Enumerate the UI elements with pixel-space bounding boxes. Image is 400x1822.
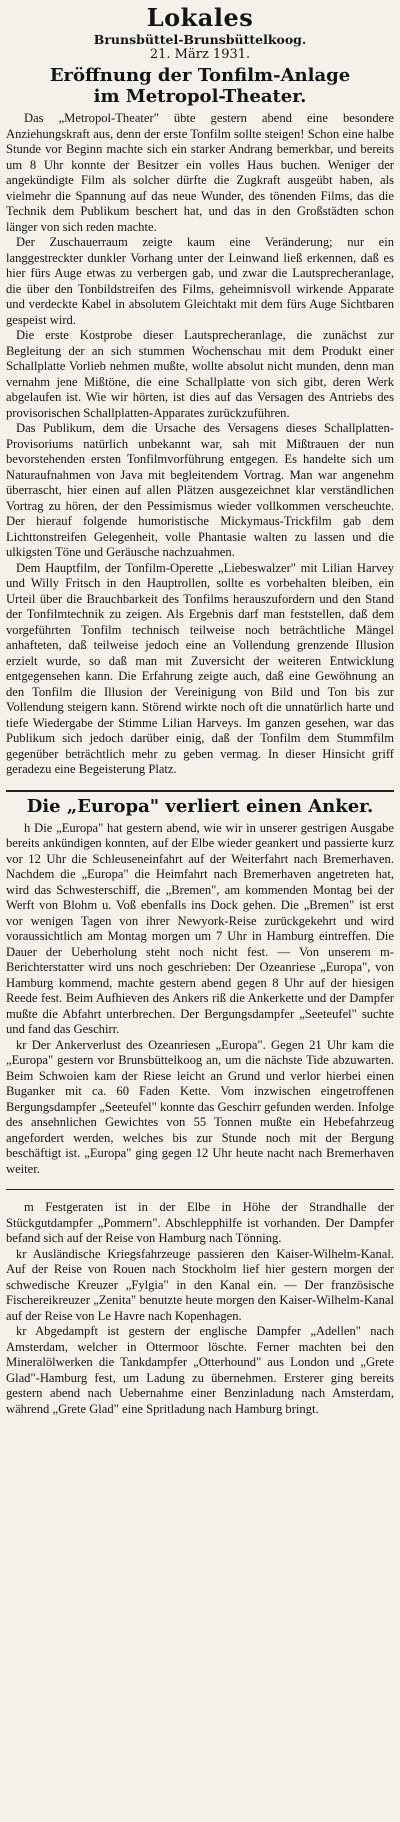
section-subtitle: Brunsbüttel-Brunsbüttelkoog. — [93, 32, 307, 47]
section-title: Lokales — [146, 3, 254, 32]
article2-headline: Die „Europa" verliert einen Anker. — [26, 795, 374, 817]
notices-body — [6, 1200, 394, 1417]
spacer — [6, 1177, 394, 1187]
article1-paragraph: Der Zuschauerraum zeigte kaum eine Veränderung; nur ein langgestreckter dunkler Vorhang unter der Leinwand ließ erkennen, daß es hier fürs Auge etwas zu verbergen gab, und zwar die Lautsprecheranlage, die über den Tonbildstreifen des Films, geheimnisvoll wirkende Apparate und verdeckte Kabel in absolutem Gleichtakt mit dem fürs Auge Sichtbaren gespeist wird. — [6, 235, 394, 327]
article2-body — [6, 821, 394, 1178]
article1-paragraph: Die erste Kostprobe dieser Lautsprecheranlage, die zunächst zur Begleitung der an sich stummen Wochenschau mit dem Produkt einer Schallplatte Vorlieb nehmen mußte, wollte absolut nicht munden, denn man vernahm jene Mißtöne, die eine Schallplatte von sich gibt, deren Werk abgelaufen ist. Wie wir hörten, ist dies auf das Versagen des Antriebs des provisorischen Schallplatten-Apparates zurückzuführen. — [6, 328, 394, 420]
article1-paragraph: Dem Hauptfilm, der Tonfilm-Operette „Liebeswalzer" mit Lilian Harvey und Willy Fritsch in den Hauptrollen, sollte es vorbehalten bleiben, ein Urteil über die Brauchbarkeit des Tonfilms herauszufordern und den Stand der Tonfilmtechnik zu zeigen. Als Ergebnis darf man feststellen, daß dem vorgeführten Tonfilm technisch teilweise noch beträchtliche Mängel anhafteten, daß teilweise jedoch eine an Vollendung grenzende Illusion erzielt wurde, so daß man mit Zuversicht der weiteren Entwicklung entgegensehen kann. Die Erfahrung zeigte auch, daß eine Gewöhnung an den Tonfilm die Illusion der Vereinigung von Bild und Ton bis zur Vollendung steigern kann. Störend wirkte noch oft die unnatürlich harte und tiefe Wiedergabe der Stimme Lilian Harveys. Im ganzen gesehen, war das Publikum sich jedoch darüber einig, daß der Tonfilm dem Stummfilm gegenüber beträchtlich mehr zu geben vermag. In dieser Hinsicht griff geradezu eine Begeisterung Platz. — [6, 560, 394, 776]
article2-paragraph: h Die „Europa" hat gestern abend, wie wir in unserer gestrigen Ausgabe bereits ankündigen konnten, auf der Elbe wieder geankert und passierte kurz vor 12 Uhr die Schleuseneinfahrt auf der Weiterfahrt nach Bremerhaven. Nachdem die „Europa" die Heimfahrt nach Bremerhaven angetreten hat, wird das Schwesterschiff, die „Bremen", am kommenden Montag bei der Werft von Blohm u. Voß ebenfalls ins Dock gehen. Die „Bremen" ist erst vor wenigen Tagen von ihrer Newyork-Reise zurückgekehrt und wird voraussichtlich am Montag morgen um 7 Uhr in Hamburg eintreffen. Die Dauer der Ueberholung steht noch nicht fest. — Von unserem m-Berichterstatter wird uns noch geschrieben: Der Ozeanriese „Europa", von Hamburg kommend, machte gestern abend gegen 8 Uhr auf der hiesigen Reede fest. Beim Aufhieven des Ankers riß die Ankerkette und der Dampfer mußte die Abfahrt unterbrechen. Der Bergungsdampfer „Seeteufel" suchte und fand das Geschirr. — [6, 820, 394, 1036]
article1-headline-line1: Eröffnung der Tonfilm-Anlage — [49, 65, 351, 86]
spacer — [6, 778, 394, 788]
notice-paragraph: kr Abgedampft ist gestern der englische Dampfer „Adellen" nach Amsterdam, welcher in Ottermoor löschte. Ferner machten bei den Mineralölwerken die Tankdampfer „Otterhound" aus London und „Grete Glad"-Hamburg fest, um Ladung zu übernehmen. Ersterer ging bereits gestern abend nach Uebernahme einer Benzinladung nach Amsterdam, während „Grete Glad" eine Spritladung nach Hamburg bringt. — [6, 1324, 394, 1416]
section-divider — [6, 790, 394, 792]
article1-headline — [6, 65, 394, 107]
notice-paragraph: m Festgeraten ist in der Elbe in Höhe der Strandhalle der Stückgutdampfer „Pommern". Abschlepphilfe ist vorhanden. Der Dampfer befand sich auf der Reise von Hamburg nach Tönning. — [6, 1200, 394, 1245]
article1-paragraph: Das Publikum, dem die Ursache des Versagens dieses Schallplatten-Provisoriums natürlich unbekannt war, sah mit Mißtrauen der nun bevorstehenden ersten Tonfilmvorführung entgegen. Es handelte sich um Naturaufnahmen von Java mit begleitendem Vortrag. Man war angenehm überrascht, hier einen auf allen Plätzen ausgezeichnet klar verständlichen Vortrag zu hören, der den Pessimismus wieder vollkommen verscheuchte. Der hierauf folgende humoristische Mickymaus-Trickfilm gab dem Lichttonstreifen Gelegenheit, volle Phantasie walten zu lassen und die ulkigsten Töne und Geräusche nachzuahmen. — [6, 421, 394, 559]
article1-paragraph: Das „Metropol-Theater" übte gestern abend eine besondere Anziehungskraft aus, denn der erste Tonfilm sollte steigen! Schon eine halbe Stunde vor Beginn machte sich ein starker Andrang bemerkbar, und bereits um 8 Uhr konnte der Besitzer ein volles Haus buchen. Weniger der angekündigte Film als solcher dürfte die Zugkraft ausgeübt haben, als vielmehr die Spannung auf das neue Wunder, des tönenden Films, das die Technik dem Publikum beschert hat, und das in den Großstädten schon länger von sich reden machte. — [6, 111, 394, 234]
masthead — [6, 4, 394, 63]
article1-headline-line2: im Metropol-Theater. — [93, 86, 307, 107]
issue-date: 21. März 1931. — [149, 47, 251, 62]
section-divider — [6, 1189, 394, 1190]
article1-body — [6, 111, 394, 778]
notice-paragraph: kr Ausländische Kriegsfahrzeuge passieren den Kaiser-Wilhelm-Kanal. Auf der Reise von Rouen nach Stockholm lief hier gestern morgen der schwedische Kreuzer „Fylgia" in den Kanal ein. — Der französische Fischereikreuzer „Zenita" benutzte heute morgen den Kaiser-Wilhelm-Kanal auf der Reise von Le Havre nach Kopenhagen. — [6, 1246, 394, 1323]
article2-paragraph: kr Der Ankerverlust des Ozeanriesen „Europa". Gegen 21 Uhr kam die „Europa" gestern vor Brunsbüttelkoog an, um die nächste Tide abzuwarten. Beim Schwoien kam der Riese leicht an Grund und verlor hierbei einen Buganker mit ca. 60 Faden Kette. Vom inzwischen eingetroffenen Bergungsdampfer „Seeteufel" konnte das Geschirr gefunden werden. Infolge des ansehnlichen Gewichtes von 55 Tonnen mußte ein Hebefahrzeug angefordert werden, welches bis zur Stunde noch mit der Bergung beschäftigt ist. „Europa" ging gegen 12 Uhr heute nacht nach Bremerhaven weiter. — [6, 1037, 394, 1176]
